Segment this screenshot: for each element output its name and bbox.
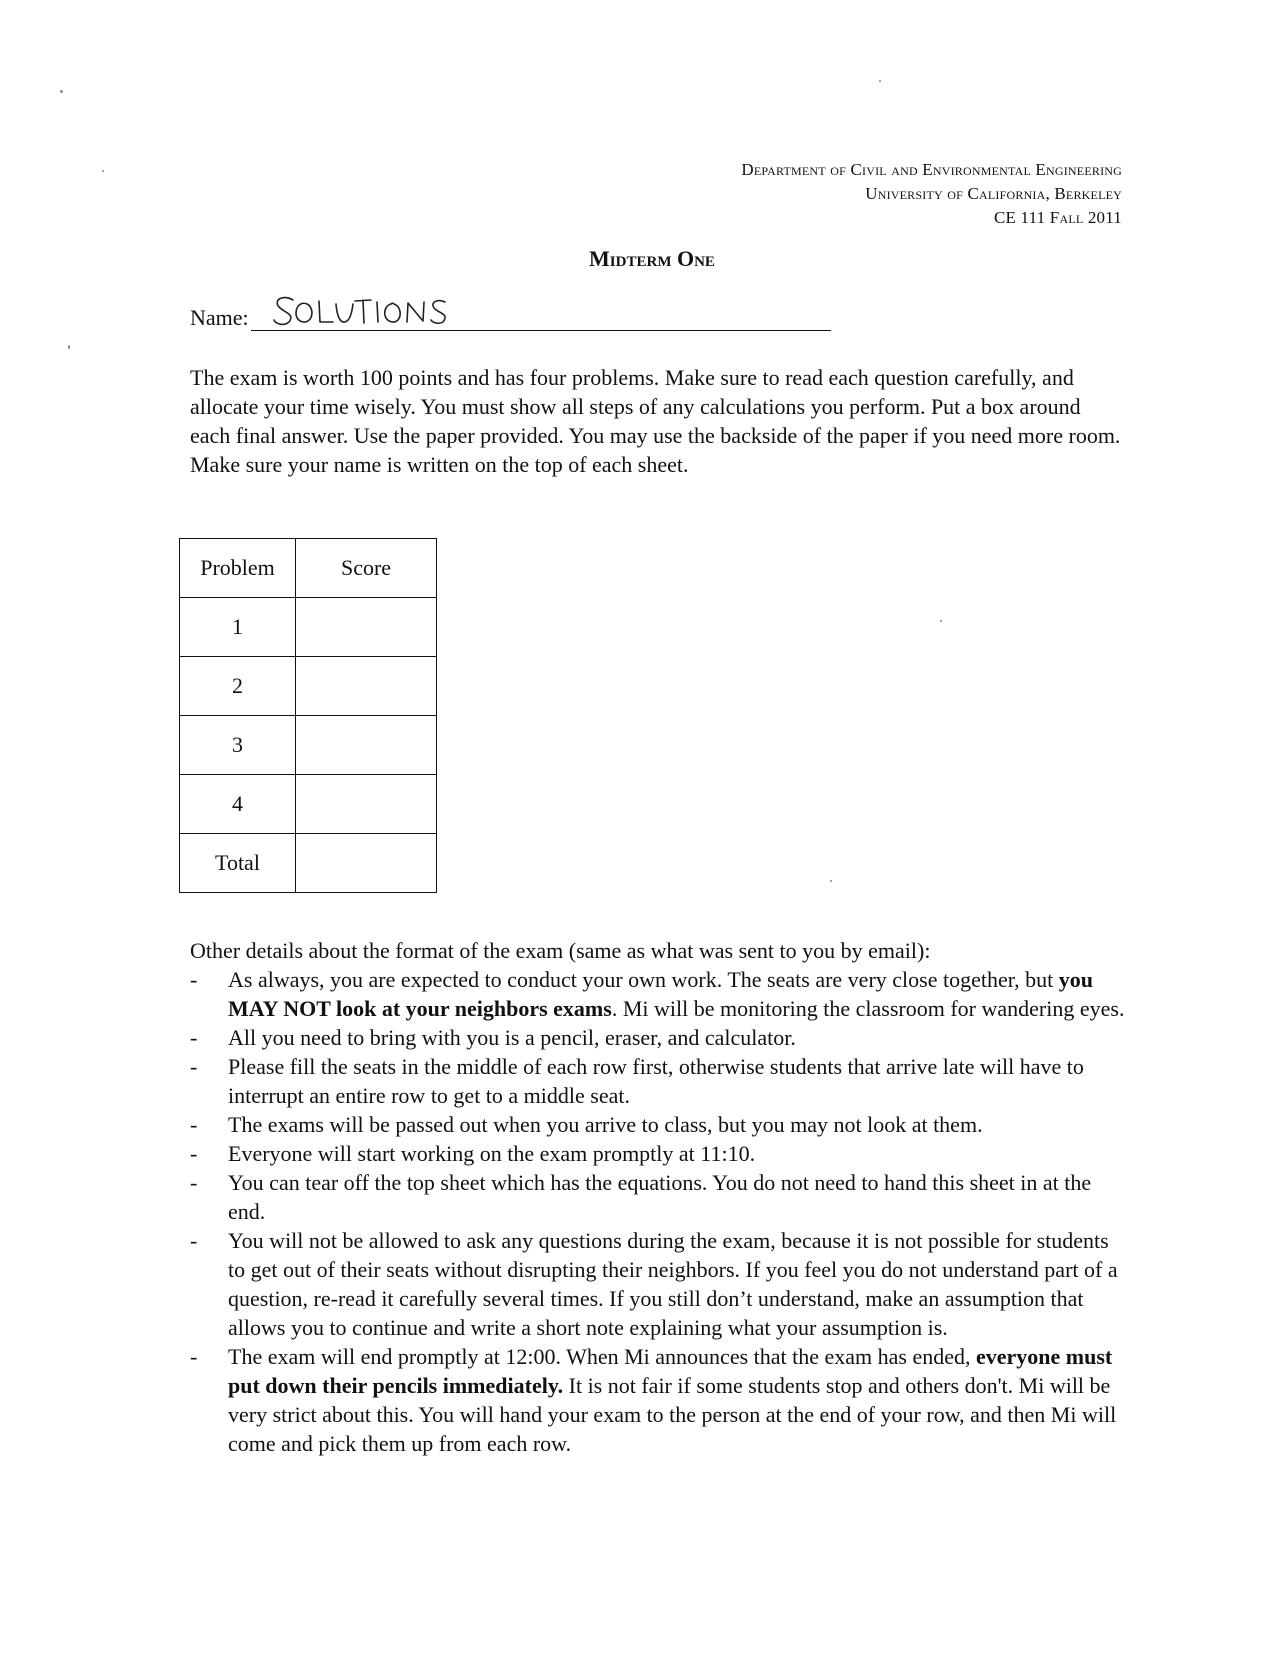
score-cell bbox=[296, 716, 437, 775]
university-name: University of California, Berkeley bbox=[865, 184, 1122, 203]
bullet-dash: - bbox=[190, 1141, 198, 1166]
list-item bbox=[190, 1023, 1130, 1052]
total-score-cell bbox=[296, 834, 437, 893]
table-row bbox=[180, 598, 437, 657]
item-text-bold: you MAY NOT look at your neighbors exams bbox=[228, 967, 1094, 1021]
table-row-total bbox=[180, 834, 437, 893]
page-title: Midterm One bbox=[589, 246, 715, 271]
item-text: You can tear off the top sheet which has the equations. You do not need to hand this sheet in at the end. bbox=[228, 1170, 1092, 1224]
list-item bbox=[190, 1110, 1130, 1139]
score-cell bbox=[296, 598, 437, 657]
item-text: . Mi will be monitoring the classroom for wandering eyes. bbox=[611, 996, 1125, 1021]
bullet-dash: - bbox=[190, 967, 198, 992]
total-label-cell: Total bbox=[180, 834, 296, 893]
exam-format-details bbox=[190, 936, 1130, 1458]
item-text: It is not fair if some students stop and others don't. Mi will be very strict about this. You will hand your exam to the person at the end of your row, and then Mi will come and pick them up from each row. bbox=[228, 1373, 1117, 1456]
bullet-dash: - bbox=[190, 1025, 198, 1050]
score-table-header-row bbox=[180, 539, 437, 598]
table-row bbox=[180, 657, 437, 716]
bullet-dash: - bbox=[190, 1054, 198, 1079]
course-term: CE 111 Fall 2011 bbox=[993, 208, 1122, 227]
scan-speck bbox=[102, 170, 104, 172]
name-line bbox=[251, 296, 831, 331]
scan-speck bbox=[830, 880, 832, 882]
item-text: The exam will end promptly at 12:00. When Mi announces that the exam has ended, bbox=[228, 1344, 977, 1369]
bullet-dash: - bbox=[190, 1344, 198, 1369]
bullet-dash: - bbox=[190, 1170, 198, 1195]
list-item bbox=[190, 1052, 1130, 1110]
item-text: Please fill the seats in the middle of each row first, otherwise students that arrive late will have to interrupt an entire row to get to a middle seat. bbox=[228, 1054, 1084, 1108]
list-item bbox=[190, 1139, 1130, 1168]
list-item bbox=[190, 1226, 1130, 1342]
table-row bbox=[180, 716, 437, 775]
scan-speck bbox=[68, 345, 70, 349]
name-field bbox=[190, 296, 831, 331]
item-text: All you need to bring with you is a pencil, eraser, and calculator. bbox=[228, 1025, 796, 1050]
score-column-header: Score bbox=[296, 539, 437, 598]
score-cell bbox=[296, 775, 437, 834]
department-name: Department of Civil and Environmental Engineering bbox=[741, 160, 1122, 179]
handwritten-name bbox=[271, 292, 501, 328]
details-list bbox=[190, 965, 1130, 1458]
details-intro: Other details about the format of the exam (same as what was sent to you by email): bbox=[190, 938, 931, 963]
scan-speck bbox=[60, 90, 63, 93]
problem-column-header: Problem bbox=[180, 539, 296, 598]
item-text-bold: everyone must put down their pencils immediately. bbox=[228, 1344, 1113, 1398]
score-table bbox=[179, 538, 437, 893]
problem-cell: 3 bbox=[180, 716, 296, 775]
bullet-dash: - bbox=[190, 1112, 198, 1137]
instructions-paragraph: The exam is worth 100 points and has four problems. Make sure to read each question carefully, and allocate your time wisely. You must show all steps of any calculations you perform. Put a box around each final answer. Use the paper provided. You may use the backside of the paper if you need more room. Make sure your name is written on the top of each sheet. bbox=[190, 365, 1121, 477]
table-row bbox=[180, 775, 437, 834]
department-header bbox=[741, 158, 1122, 230]
list-item bbox=[190, 1168, 1130, 1226]
list-item bbox=[190, 1342, 1130, 1458]
name-label: Name: bbox=[190, 305, 249, 330]
problem-cell: 1 bbox=[180, 598, 296, 657]
score-cell bbox=[296, 657, 437, 716]
bullet-dash: - bbox=[190, 1228, 198, 1253]
item-text: You will not be allowed to ask any questions during the exam, because it is not possible for students to get out of their seats without disrupting their neighbors. If you feel you do not understand part of a question, re-read it carefully several times. If you still don’t understand, make an assumption that allows you to continue and write a short note explaining what your assumption is. bbox=[228, 1228, 1118, 1340]
scan-speck bbox=[879, 80, 881, 82]
list-item bbox=[190, 965, 1130, 1023]
scan-speck bbox=[940, 620, 942, 622]
item-text: As always, you are expected to conduct your own work. The seats are very close together, but bbox=[228, 967, 1059, 992]
problem-cell: 4 bbox=[180, 775, 296, 834]
item-text: The exams will be passed out when you arrive to class, but you may not look at them. bbox=[228, 1112, 983, 1137]
problem-cell: 2 bbox=[180, 657, 296, 716]
item-text: Everyone will start working on the exam promptly at 11:10. bbox=[228, 1141, 756, 1166]
